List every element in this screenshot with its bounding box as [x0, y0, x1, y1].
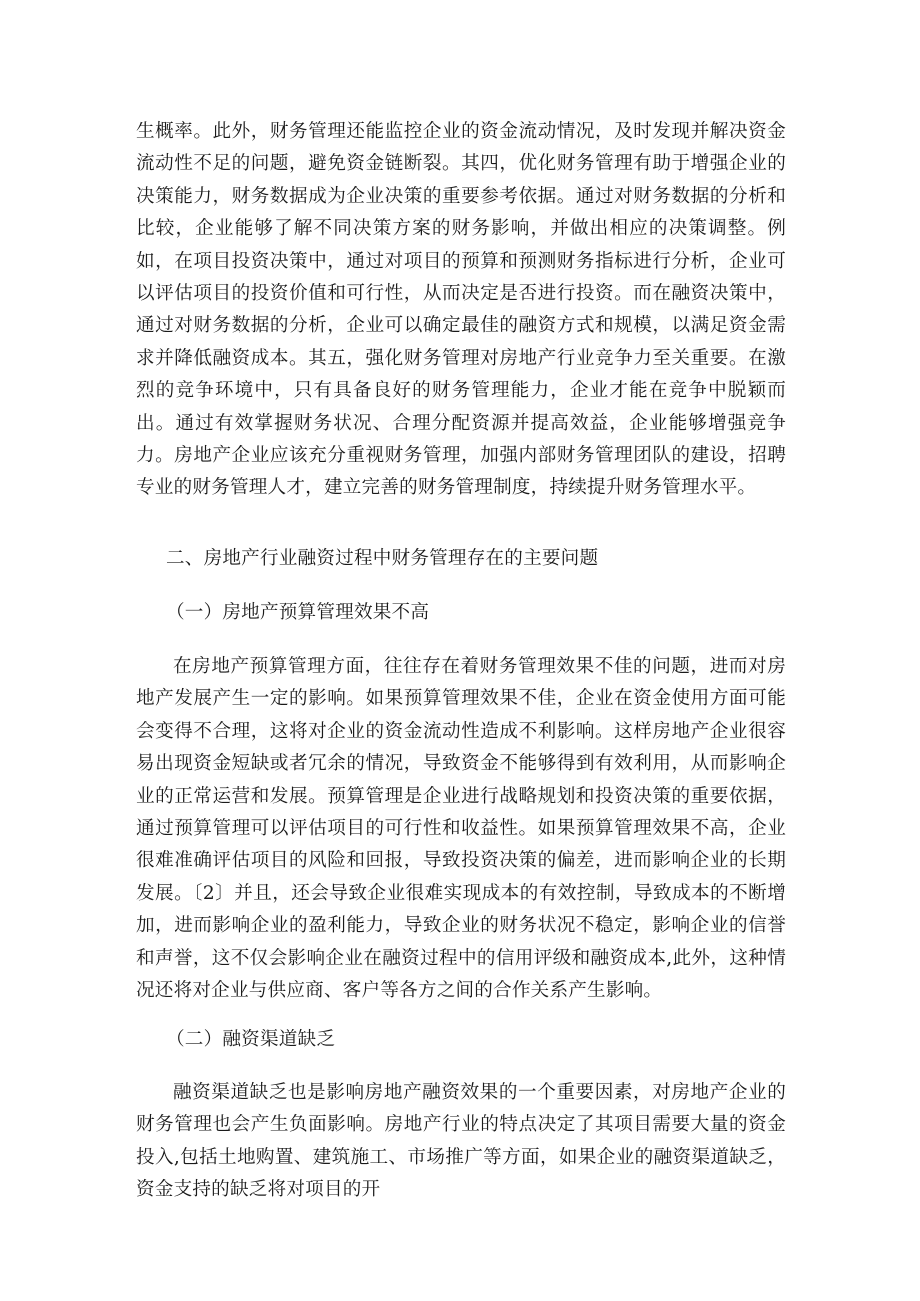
subsection-heading: （一）房地产预算管理效果不高	[166, 602, 430, 623]
body-paragraph: 融资渠道缺乏也是影响房地产融资效果的一个重要因素，对房地产企业的财务管理也会产生负面影响。房地产行业的特点决定了其项目需要大量的资金投入,包括土地购置、建筑施工、市场推广等方面，如果企业的融资渠道缺乏，资金支持的缺乏将对项目的开	[136, 1082, 786, 1201]
section-heading: 二、房地产行业融资过程中财务管理存在的主要问题	[166, 548, 599, 569]
subsection-heading: （二）融资渠道缺乏	[166, 1029, 336, 1050]
body-paragraph: 生概率。此外，财务管理还能监控企业的资金流动情况，及时发现并解决资金流动性不足的问题，避免资金链断裂。其四，优化财务管理有助于增强企业的决策能力，财务数据成为企业决策的重要参考依据。通过对财务数据的分析和比较，企业能够了解不同决策方案的财务影响，并做出相应的决策调整。例如，在项目投资决策中，通过对项目的预算和预测财务指标进行分析，企业可以评估项目的投资价值和可行性，从而决定是否进行投资。而在融资决策中，通过对财务数据的分析，企业可以确定最佳的融资方式和规模，以满足资金需求并降低融资成本。其五，强化财务管理对房地产行业竞争力至关重要。在激烈的竞争环境中，只有具备良好的财务管理能力，企业才能在竞争中脱颖而出。通过有效掌握财务状况、合理分配资源并提高效益，企业能够增强竞争力。房地产企业应该充分重视财务管理，加强内部财务管理团队的建设，招聘专业的财务管理人才，建立完善的财务管理制度，持续提升财务管理水平。	[136, 121, 786, 499]
body-paragraph: 在房地产预算管理方面，往往存在着财务管理效果不佳的问题，进而对房地产发展产生一定的影响。如果预算管理效果不佳，企业在资金使用方面可能会变得不合理，这将对企业的资金流动性造成不利影响。这样房地产企业很容易出现资金短缺或者冗余的情况，导致资金不能够得到有效利用，从而影响企业的正常运营和发展。预算管理是企业进行战略规划和投资决策的重要依据，通过预算管理可以评估项目的可行性和收益性。如果预算管理效果不高，企业很难准确评估项目的风险和回报，导致投资决策的偏差，进而影响企业的长期发展。〔2〕并且，还会导致企业很难实现成本的有效控制，导致成本的不断增加，进而影响企业的盈利能力，导致企业的财务状况不稳定，影响企业的信誉和声誉，这不仅会影响企业在融资过程中的信用评级和融资成本,此外，这种情况还将对企业与供应商、客户等各方之间的合作关系产生影响。	[136, 656, 786, 1002]
